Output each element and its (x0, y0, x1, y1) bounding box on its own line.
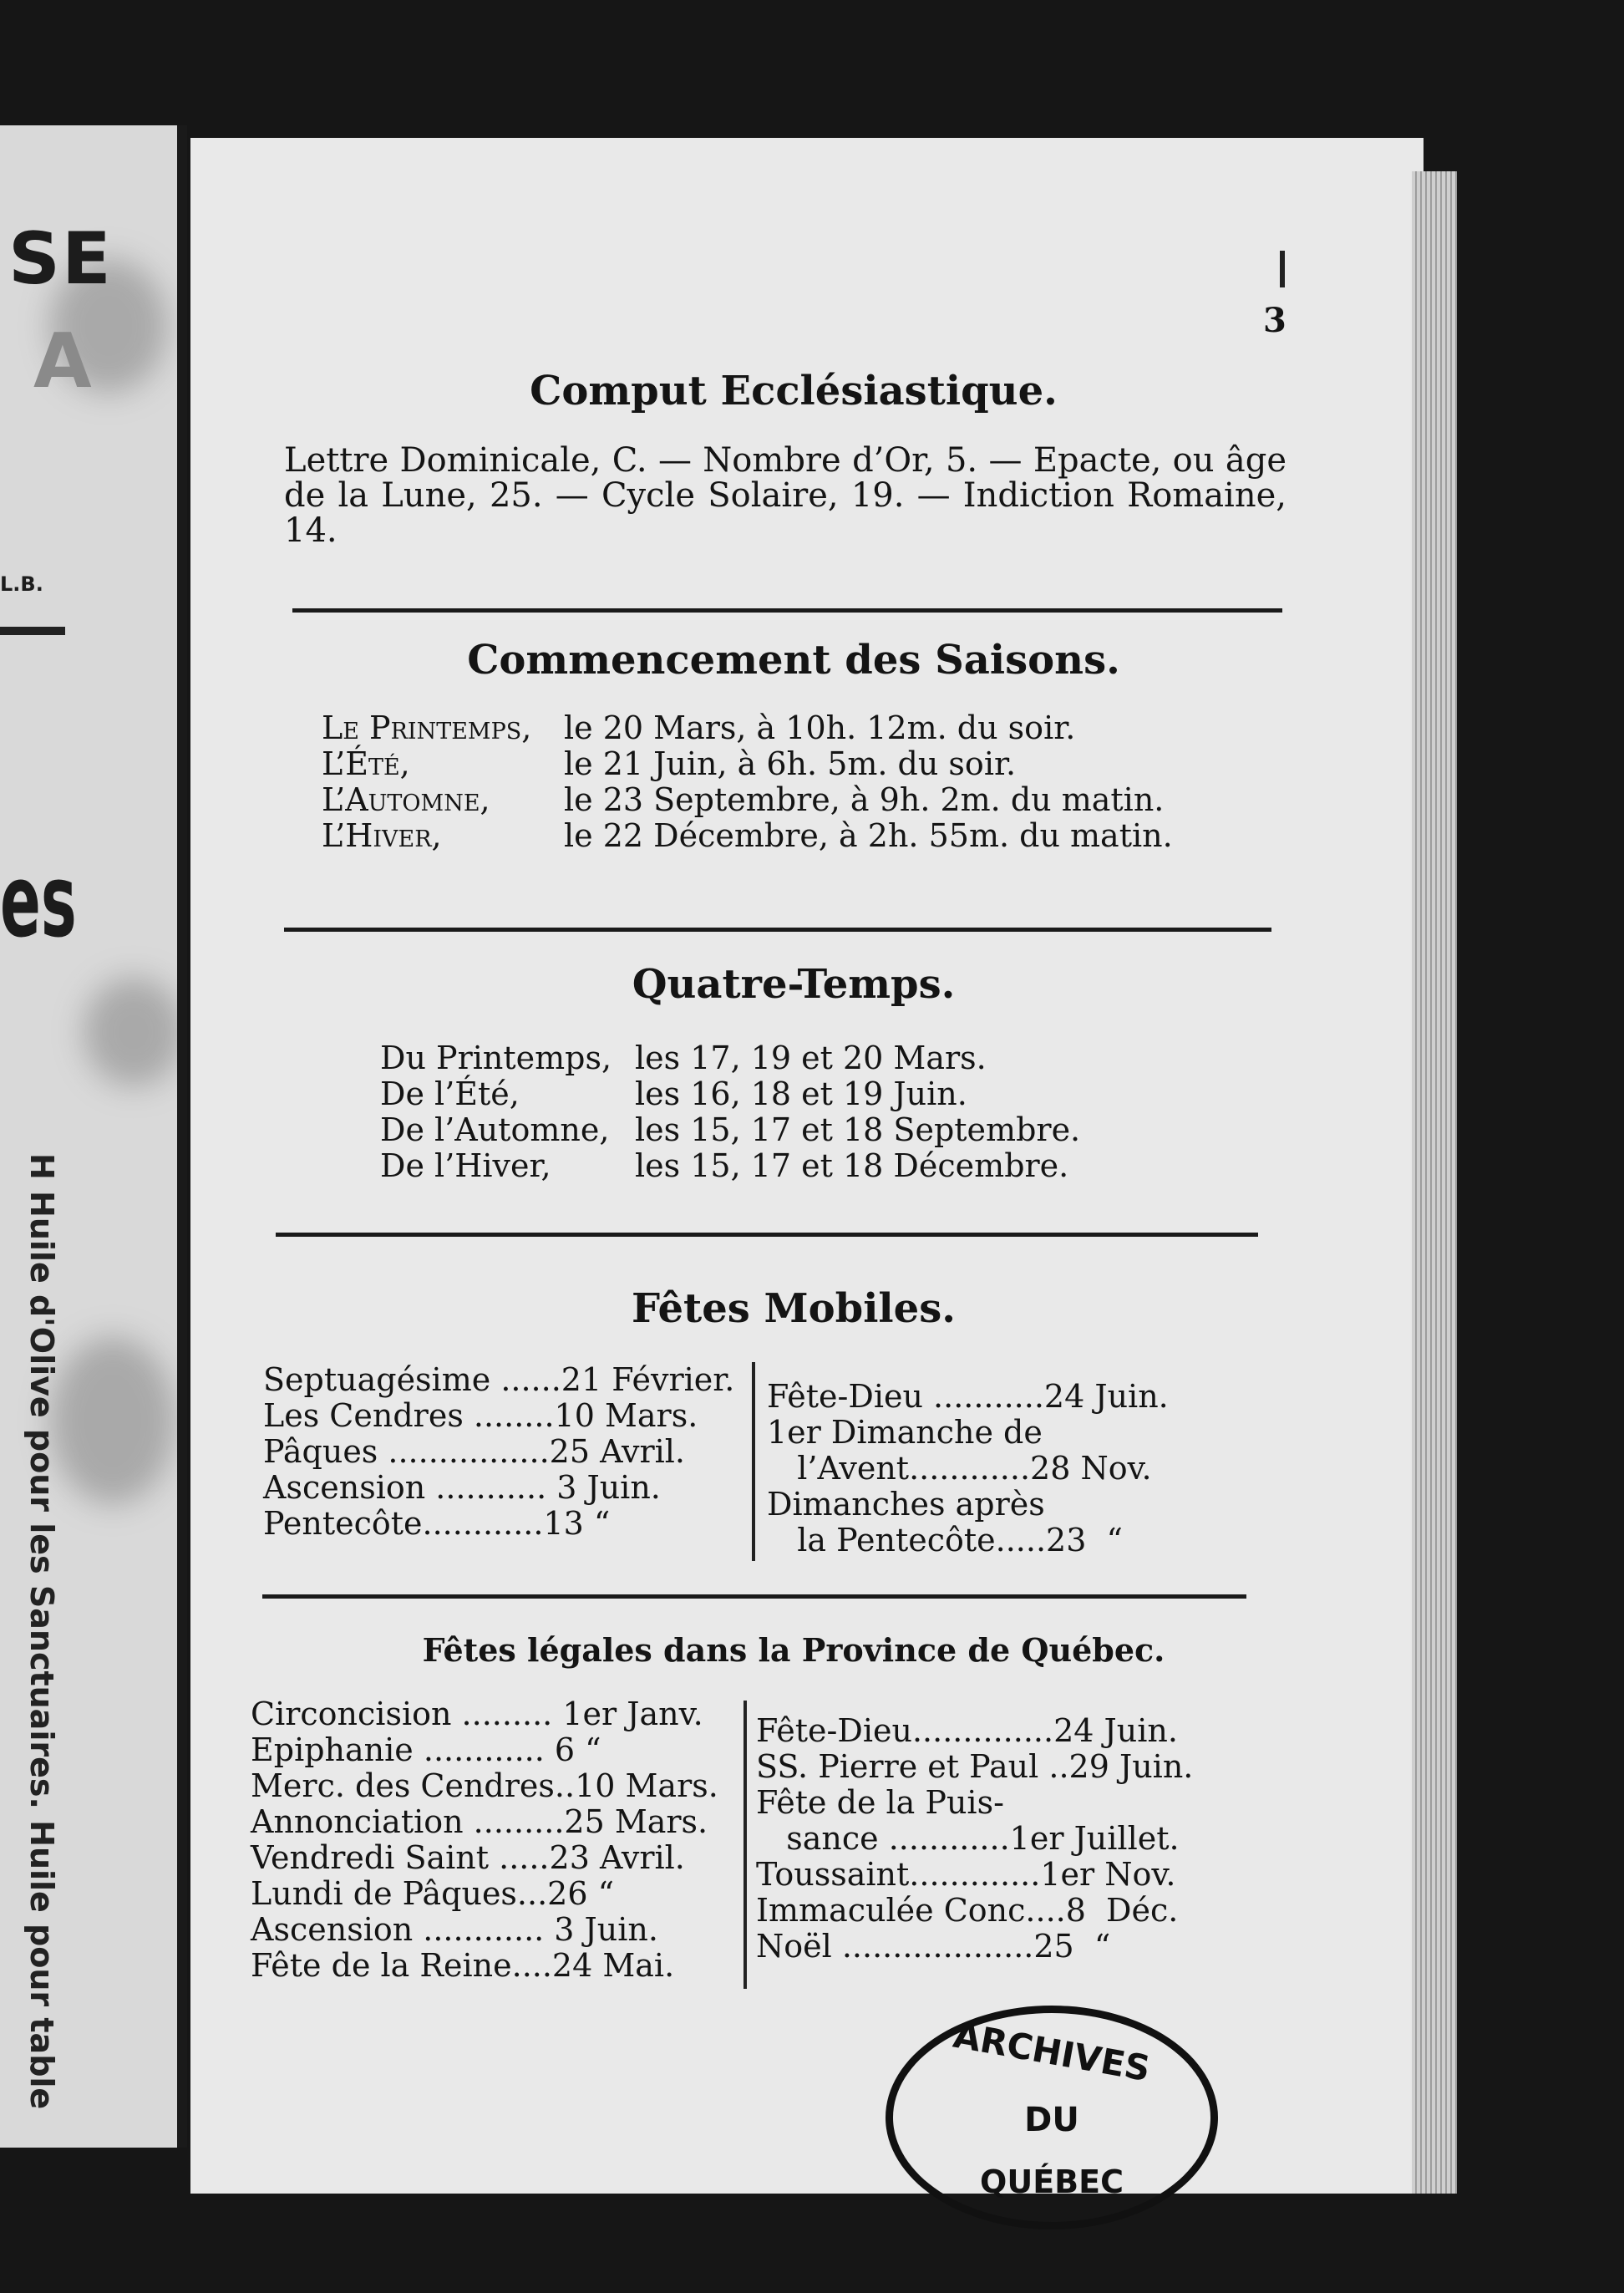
book-fold (177, 125, 187, 2148)
saison-name: L’Automne, (322, 781, 490, 818)
stamp-line-quebec: QUÉBEC (980, 2163, 1124, 2200)
fete-mobile-left: Pentecôte............13 “ (263, 1505, 611, 1542)
quatre-temps-name: Du Printemps, (380, 1040, 612, 1076)
fete-legale-left: Circoncision ......... 1er Janv. (251, 1696, 703, 1732)
quatre-temps-name: De l’Automne, (380, 1111, 610, 1148)
comput-text: Lettre Dominicale, C. — Nombre d’Or, 5. — Epacte, ou âge de la Lune, 25. — Cycle Solaire, 19. — Indiction Romaine, 14. (284, 441, 1287, 550)
saisons-title: Commencement des Saisons. (467, 637, 1120, 684)
quatre-temps-dates: les 16, 18 et 19 Juin. (635, 1075, 967, 1112)
fete-mobile-right: l’Avent............28 Nov. (767, 1450, 1152, 1487)
column-divider (752, 1362, 755, 1561)
fete-legale-right: sance ............1er Juillet. (756, 1820, 1180, 1857)
saison-name: Le Printemps, (322, 709, 532, 746)
fete-legale-left: Merc. des Cendres..10 Mars. (251, 1767, 718, 1804)
left-fragment-a: A (33, 318, 92, 405)
fete-legale-right: Fête-Dieu..............24 Juin. (756, 1712, 1178, 1749)
saison-date: le 21 Juin, à 6h. 5m. du soir. (564, 745, 1017, 782)
page-edges (1412, 171, 1457, 2194)
fete-legale-right: SS. Pierre et Paul ..29 Juin. (756, 1748, 1194, 1785)
quatre-temps-name: De l’Hiver, (380, 1147, 551, 1184)
quatre-temps-title: Quatre-Temps. (632, 961, 956, 1008)
saison-date: le 20 Mars, à 10h. 12m. du soir. (564, 709, 1076, 746)
divider (292, 608, 1282, 613)
comput-title: Comput Ecclésiastique. (530, 368, 1058, 414)
left-fragment-bar (0, 627, 65, 635)
stamp-line-du: DU (1024, 2101, 1079, 2139)
divider (284, 928, 1271, 932)
fete-legale-right: Noël ...................25 “ (756, 1928, 1111, 1965)
saison-date: le 23 Septembre, à 9h. 2m. du matin. (564, 781, 1165, 818)
fetes-legales-title: Fêtes légales dans la Province de Québec. (422, 1631, 1165, 1669)
fete-mobile-left: Les Cendres ........10 Mars. (263, 1397, 698, 1434)
quatre-temps-dates: les 17, 19 et 20 Mars. (635, 1040, 987, 1076)
saison-date: le 22 Décembre, à 2h. 55m. du matin. (564, 817, 1173, 854)
left-vertical-text: H Huile d'Olive pour les Sanctuaires. Huile pour table (23, 1153, 60, 2110)
fete-mobile-left: Ascension ........... 3 Juin. (263, 1469, 661, 1506)
fete-legale-right: Immaculée Conc....8 Déc. (756, 1892, 1179, 1929)
page-number: 3 (1263, 301, 1287, 340)
fete-legale-left: Lundi de Pâques...26 “ (251, 1875, 615, 1912)
fete-legale-left: Fête de la Reine....24 Mai. (251, 1947, 675, 1984)
fete-legale-left: Ascension ............ 3 Juin. (251, 1911, 658, 1948)
fete-mobile-right: Dimanches après (767, 1486, 1045, 1523)
fete-mobile-left: Septuagésime ......21 Février. (263, 1361, 735, 1398)
quatre-temps-dates: les 15, 17 et 18 Décembre. (635, 1147, 1069, 1184)
left-fragment-se: SE (8, 217, 113, 301)
left-page-fragment (0, 125, 185, 2148)
left-fragment-es: es (0, 844, 77, 960)
divider (276, 1233, 1258, 1237)
quatre-temps-dates: les 15, 17 et 18 Septembre. (635, 1111, 1081, 1148)
fete-mobile-right: la Pentecôte.....23 “ (767, 1522, 1123, 1558)
fete-legale-right: Toussaint.............1er Nov. (756, 1856, 1176, 1893)
stamp-line-archives: ARCHIVES (950, 2014, 1154, 2090)
saison-name: L’Été, (322, 745, 410, 782)
fetes-mobiles-title: Fêtes Mobiles. (632, 1285, 956, 1332)
left-fragment-lb: L.B. (0, 572, 43, 596)
fete-mobile-left: Pâques ................25 Avril. (263, 1433, 686, 1470)
fete-mobile-right: Fête-Dieu ...........24 Juin. (767, 1378, 1169, 1415)
fete-legale-left: Annonciation .........25 Mars. (251, 1803, 708, 1840)
archives-stamp (886, 2006, 1218, 2229)
fete-mobile-right: 1er Dimanche de (767, 1414, 1043, 1451)
column-divider (743, 1701, 747, 1989)
fete-legale-right: Fête de la Puis- (756, 1784, 1004, 1821)
quatre-temps-name: De l’Été, (380, 1075, 520, 1112)
divider (262, 1594, 1246, 1599)
page-number-mark (1280, 251, 1285, 287)
saison-name: L’Hiver, (322, 817, 442, 854)
fete-legale-left: Vendredi Saint .....23 Avril. (251, 1839, 685, 1876)
fete-legale-left: Epiphanie ............ 6 “ (251, 1731, 601, 1768)
